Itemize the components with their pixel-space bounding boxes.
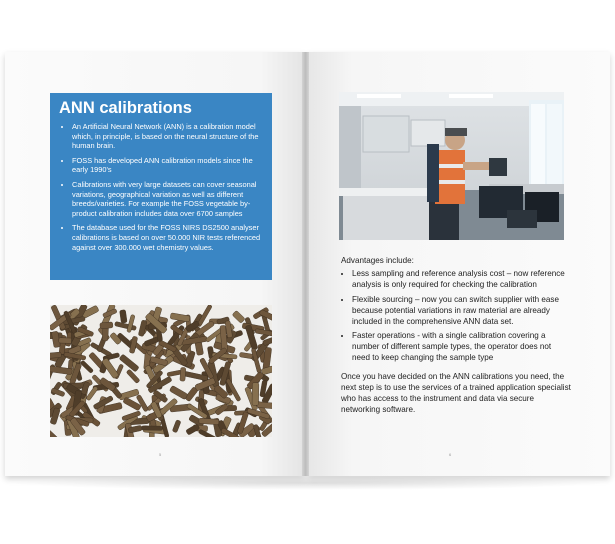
lab-photo xyxy=(339,92,564,240)
advantage-item: • Flexible sourcing – now you can switch supplier with ease because potential variations in raw material are already included in the comprehensive ANN data set. xyxy=(352,295,571,328)
pellet xyxy=(252,383,259,406)
brochure-shadow xyxy=(8,476,608,490)
pellet xyxy=(141,426,162,431)
right-page-number: 6 xyxy=(449,452,452,457)
pellet xyxy=(50,352,62,359)
advantage-item: • Less sampling and reference analysis cost – now reference analysis is only required for checking the calibration xyxy=(352,269,571,291)
pellets-image xyxy=(50,305,272,437)
left-page-number: 5 xyxy=(159,452,162,457)
ann-bullet-list xyxy=(59,122,264,252)
ann-info-box xyxy=(50,93,272,280)
advantage-item: • Faster operations - with a single calibration covering a number of different sample types, the operator does not need to keep changing the sample type xyxy=(352,331,571,364)
pellet xyxy=(100,322,113,329)
advantages-list xyxy=(341,269,571,364)
ann-bullet: • An Artificial Neural Network (ANN) is a calibration model which, in principle, is based on the neural structure of the human brain. xyxy=(72,122,264,151)
pellet xyxy=(180,367,186,381)
ann-bullet: • Calibrations with very large datasets can cover seasonal variations, geographical variation as well as different breeds/varieties. For example the FOSS vegetable by-product calibration includes data over 6700 samples xyxy=(72,180,264,218)
pellet xyxy=(59,338,73,344)
pellet xyxy=(199,418,219,425)
closing-paragraph: Once you have decided on the ANN calibrations you need, the next step is to use the services of a trained application specialist who has access to the instrument and data via secure networking software. xyxy=(341,372,571,414)
ann-heading: ANN calibrations xyxy=(59,99,192,117)
ann-bullet: • The database used for the FOSS NIRS DS2500 analyser calibrations is based on over 50.000 NIR tests referenced against over 300.000 wet chemistry values. xyxy=(72,223,264,252)
advantages-section xyxy=(341,256,571,416)
ann-bullet: • FOSS has developed ANN calibration models since the early 1990's xyxy=(72,156,264,175)
advantages-intro: Advantages include: xyxy=(341,256,414,265)
spine xyxy=(302,52,309,476)
